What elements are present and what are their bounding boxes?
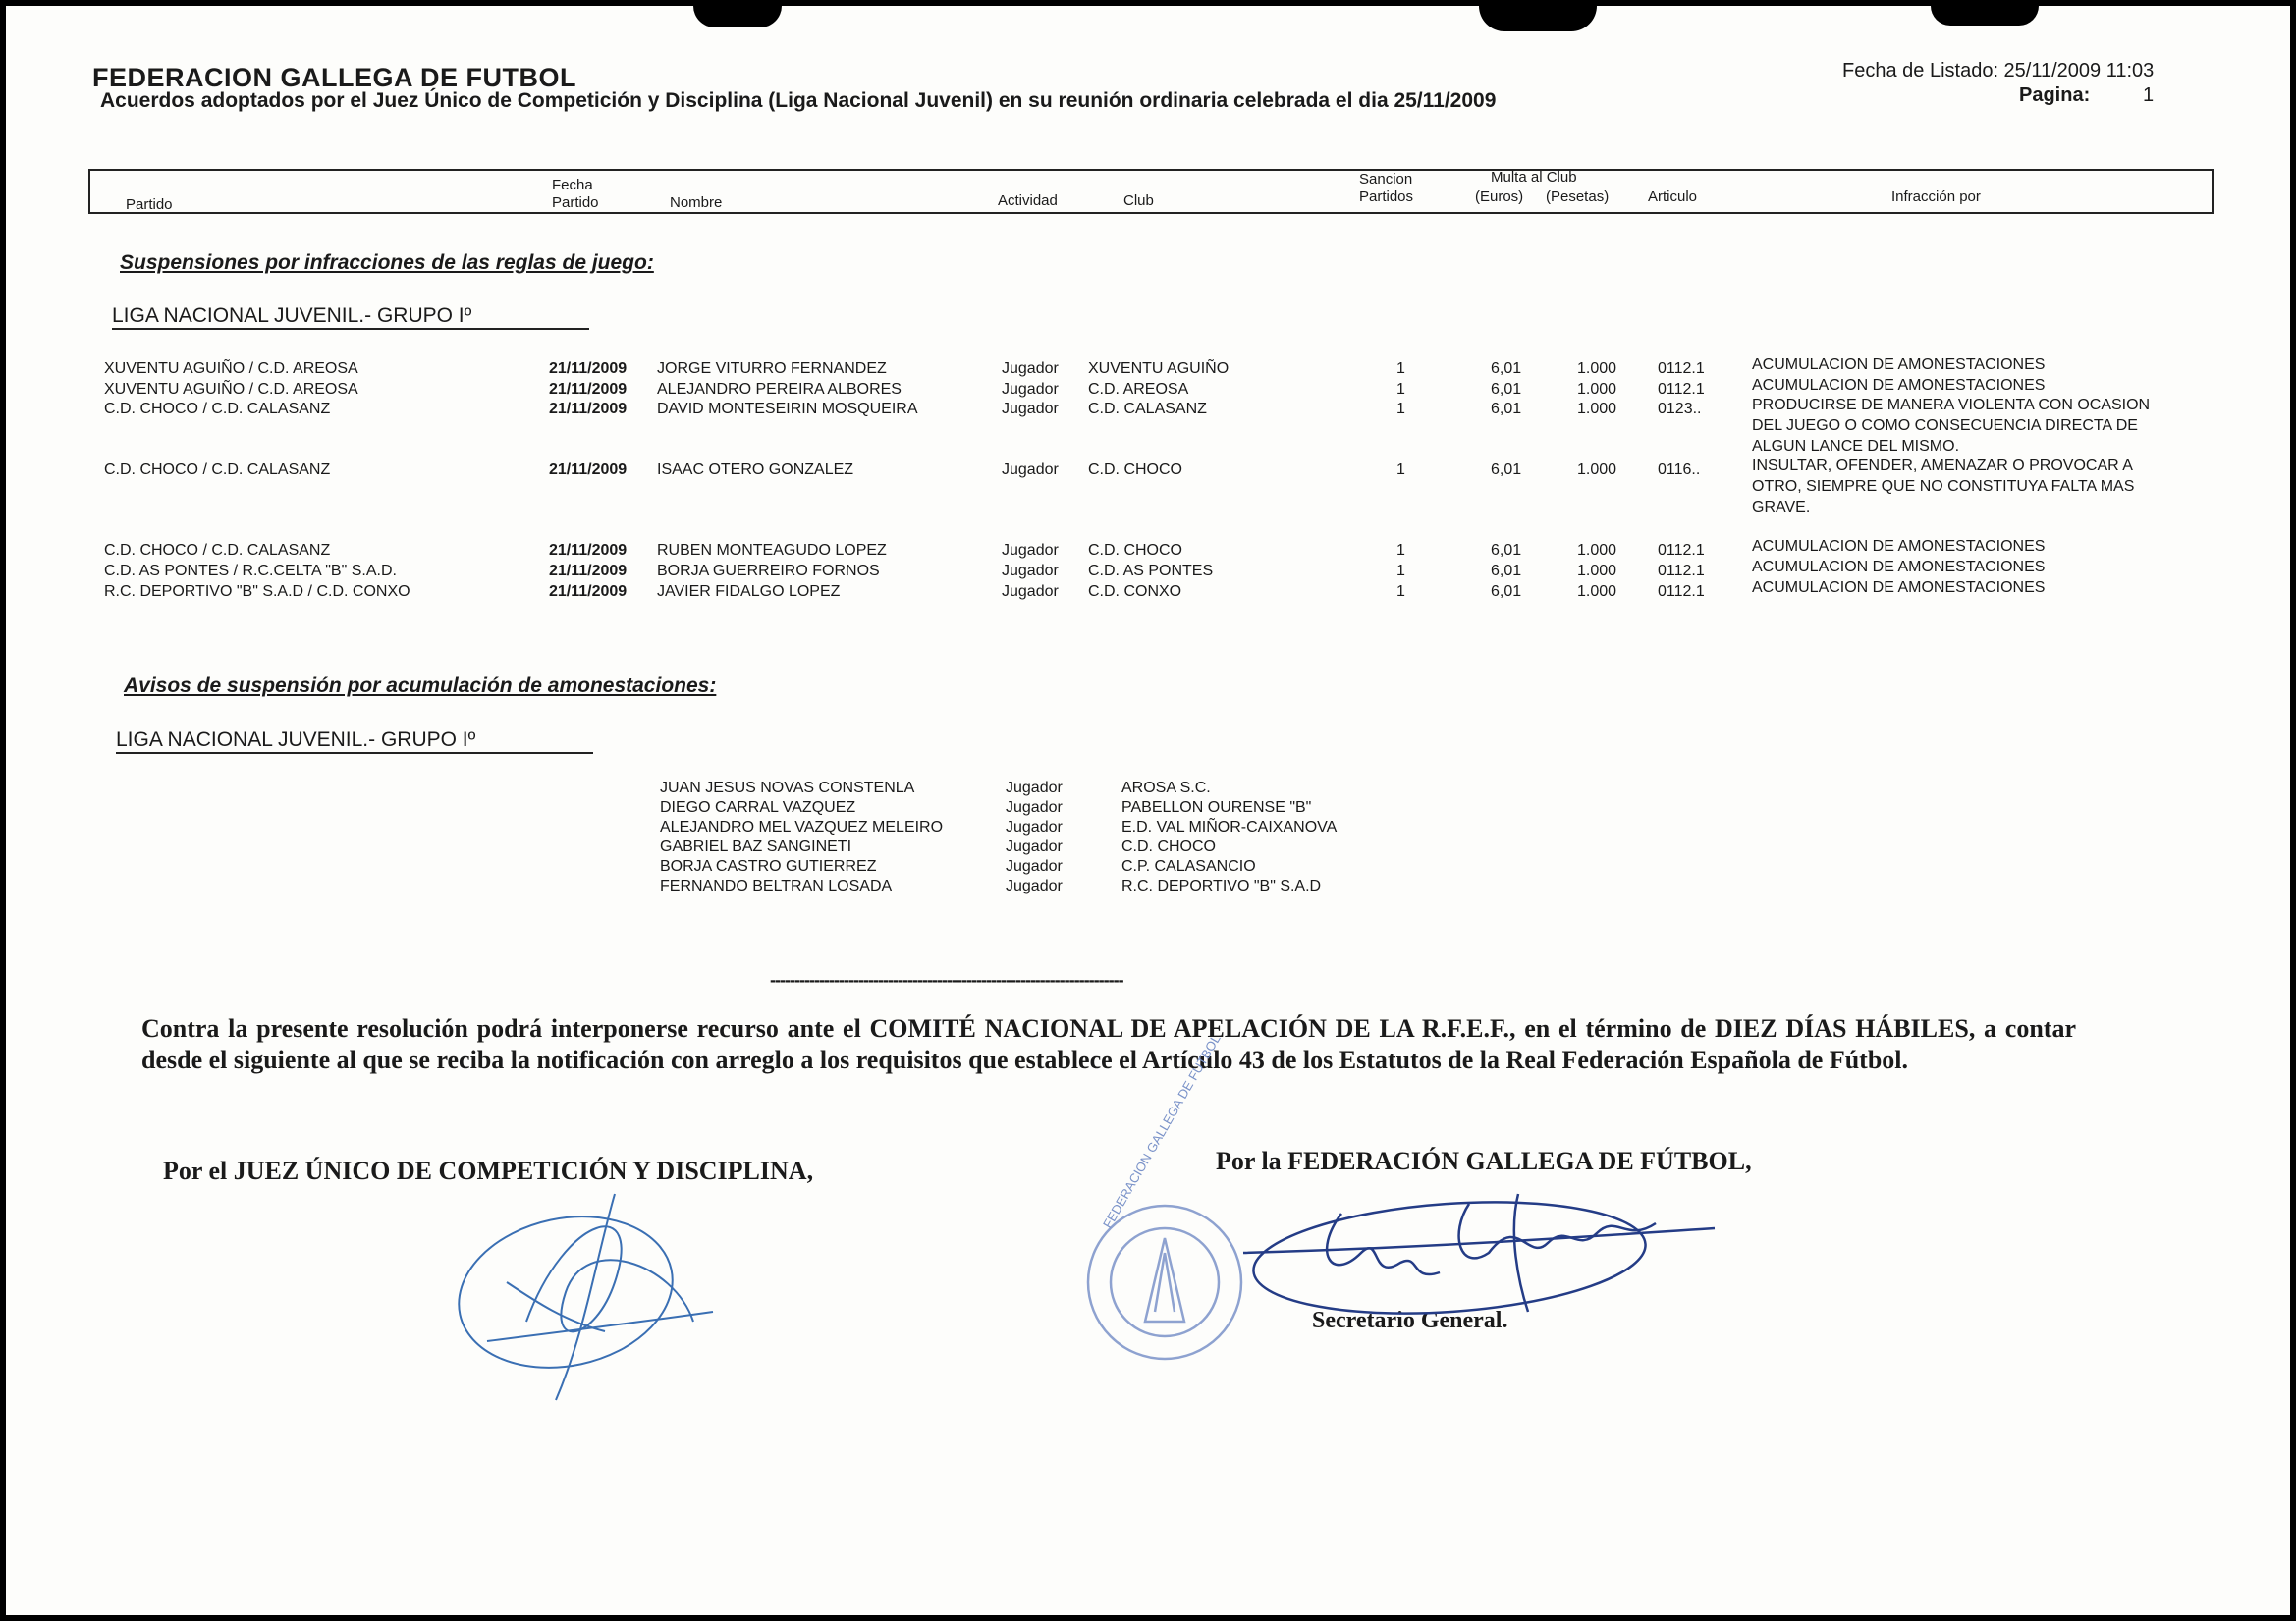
susp-articulo: 0112.1 (1658, 381, 1705, 398)
susp-club: XUVENTU AGUIÑO (1088, 360, 1230, 377)
susp-club: C.D. AS PONTES (1088, 563, 1214, 579)
appeal-notice: Contra la presente resolución podrá interponerse recurso ante el COMITÉ NACIONAL DE APELACIÓN DE LA R.F.E.F., en el término de DIEZ DÍAS HÁBILES, a contar desde el siguiente al que se reciba la notificación con arreglo a los requisitos que establece el Artículo 43 de los Estatutos de la Real Federación Española de Fútbol. (141, 1014, 2076, 1074)
col-euros: (Euros) (1475, 189, 1524, 205)
warn-actividad: Jugador (1006, 780, 1063, 796)
susp-sancion: 1 (1396, 401, 1405, 417)
warn-actividad: Jugador (1006, 819, 1063, 836)
scan-notch (1479, 6, 1597, 31)
col-actividad: Actividad (998, 192, 1058, 209)
susp-pesetas: 1.000 (1577, 542, 1617, 559)
warn-club: PABELLON OURENSE "B" (1121, 799, 1312, 816)
col-club: Club (1123, 192, 1154, 209)
dashed-separator: ------------------------------------------------------------------------ (770, 970, 1123, 990)
susp-infraccion: ACUMULACION DE AMONESTACIONES (1752, 356, 2046, 373)
susp-infraccion: ACUMULACION DE AMONESTACIONES (1752, 579, 2046, 596)
document-subtitle: Acuerdos adoptados por el Juez Único de Competición y Disciplina (Liga Nacional Juvenil) en su reunión ordinaria celebrada el dia 25/11/2009 (100, 89, 1497, 112)
listing-date: Fecha de Listado: 25/11/2009 11:03 (1842, 60, 2155, 81)
secretary-caption: Secretario General. (1312, 1308, 1508, 1333)
susp-sancion: 1 (1396, 360, 1405, 377)
susp-actividad: Jugador (1002, 401, 1059, 417)
susp-fecha: 21/11/2009 (549, 563, 628, 579)
judge-signature (448, 1174, 742, 1410)
col-partido: Partido (126, 196, 173, 213)
susp-sancion: 1 (1396, 381, 1405, 398)
susp-pesetas: 1.000 (1577, 401, 1617, 417)
group-underline (116, 752, 593, 754)
susp-fecha: 21/11/2009 (549, 360, 628, 377)
susp-fecha: 21/11/2009 (549, 401, 628, 417)
susp-euros: 6,01 (1491, 381, 1522, 398)
susp-partido: XUVENTU AGUIÑO / C.D. AREOSA (104, 360, 358, 377)
stamp-text: FEDERACION GALLEGA DE FUTBOL (1100, 1031, 1224, 1231)
col-infraccion: Infracción por (1891, 189, 1981, 205)
suspensions-section-title: Suspensiones por infracciones de las reglas de juego: (120, 251, 654, 274)
susp-nombre: ISAAC OTERO GONZALEZ (657, 461, 854, 478)
susp-infraccion: ACUMULACION DE AMONESTACIONES (1752, 559, 2046, 575)
susp-nombre: RUBEN MONTEAGUDO LOPEZ (657, 542, 887, 559)
susp-pesetas: 1.000 (1577, 461, 1617, 478)
warn-nombre: FERNANDO BELTRAN LOSADA (660, 878, 893, 894)
warn-nombre: BORJA CASTRO GUTIERREZ (660, 858, 877, 875)
susp-nombre: BORJA GUERREIRO FORNOS (657, 563, 880, 579)
susp-euros: 6,01 (1491, 583, 1522, 600)
page-number: 1 (2143, 84, 2155, 106)
warn-actividad: Jugador (1006, 799, 1063, 816)
susp-nombre: ALEJANDRO PEREIRA ALBORES (657, 381, 902, 398)
susp-articulo: 0116.. (1658, 461, 1701, 478)
susp-fecha: 21/11/2009 (549, 542, 628, 559)
susp-partido: C.D. CHOCO / C.D. CALASANZ (104, 542, 331, 559)
col-multa: Multa al Club (1491, 169, 1577, 186)
susp-nombre: DAVID MONTESEIRIN MOSQUEIRA (657, 401, 918, 417)
susp-actividad: Jugador (1002, 542, 1059, 559)
susp-club: C.D. CALASANZ (1088, 401, 1207, 417)
susp-articulo: 0112.1 (1658, 542, 1705, 559)
susp-fecha: 21/11/2009 (549, 381, 628, 398)
warn-club: AROSA S.C. (1121, 780, 1211, 796)
susp-club: C.D. CONXO (1088, 583, 1182, 600)
susp-pesetas: 1.000 (1577, 360, 1617, 377)
susp-euros: 6,01 (1491, 563, 1522, 579)
warn-nombre: DIEGO CARRAL VAZQUEZ (660, 799, 856, 816)
secretary-signature (1224, 1174, 1734, 1331)
susp-actividad: Jugador (1002, 563, 1059, 579)
warn-nombre: ALEJANDRO MEL VAZQUEZ MELEIRO (660, 819, 944, 836)
susp-actividad: Jugador (1002, 360, 1059, 377)
susp-actividad: Jugador (1002, 381, 1059, 398)
warn-club: C.P. CALASANCIO (1121, 858, 1256, 875)
scan-notch (1931, 6, 2039, 26)
suspensions-group-title: LIGA NACIONAL JUVENIL.- GRUPO Iº (112, 304, 472, 327)
susp-articulo: 0112.1 (1658, 583, 1705, 600)
group-underline (112, 328, 589, 330)
susp-partido: C.D. CHOCO / C.D. CALASANZ (104, 461, 331, 478)
warn-club: E.D. VAL MIÑOR-CAIXANOVA (1121, 819, 1338, 836)
col-nombre: Nombre (670, 194, 723, 211)
page-label: Pagina: (2019, 84, 2091, 106)
warnings-section-title: Avisos de suspensión por acumulación de amonestaciones: (124, 675, 717, 697)
susp-infraccion: INSULTAR, OFENDER, AMENAZAR O PROVOCAR A OTRO, SIEMPRE QUE NO CONSTITUYA FALTA MAS GRAVE. (1752, 458, 2135, 515)
susp-sancion: 1 (1396, 542, 1405, 559)
susp-pesetas: 1.000 (1577, 381, 1617, 398)
scan-notch (693, 6, 782, 27)
susp-actividad: Jugador (1002, 461, 1059, 478)
warn-actividad: Jugador (1006, 838, 1063, 855)
susp-club: C.D. CHOCO (1088, 542, 1182, 559)
susp-pesetas: 1.000 (1577, 563, 1617, 579)
susp-euros: 6,01 (1491, 461, 1522, 478)
susp-nombre: JAVIER FIDALGO LOPEZ (657, 583, 841, 600)
susp-articulo: 0123.. (1658, 401, 1702, 417)
susp-partido: C.D. AS PONTES / R.C.CELTA "B" S.A.D. (104, 563, 397, 579)
col-pesetas: (Pesetas) (1546, 189, 1610, 205)
left-signature-caption: Por el JUEZ ÚNICO DE COMPETICIÓN Y DISCIPLINA, (163, 1157, 814, 1185)
col-fecha-1: Fecha (552, 177, 593, 193)
susp-fecha: 21/11/2009 (549, 461, 628, 478)
susp-euros: 6,01 (1491, 401, 1522, 417)
susp-articulo: 0112.1 (1658, 360, 1705, 377)
right-signature-caption: Por la FEDERACIÓN GALLEGA DE FÚTBOL, (1216, 1147, 1752, 1175)
col-articulo: Articulo (1648, 189, 1698, 205)
susp-articulo: 0112.1 (1658, 563, 1705, 579)
warn-nombre: GABRIEL BAZ SANGINETI (660, 838, 852, 855)
col-fecha-2: Partido (552, 194, 599, 211)
warn-club: C.D. CHOCO (1121, 838, 1216, 855)
warn-nombre: JUAN JESUS NOVAS CONSTENLA (660, 780, 915, 796)
susp-infraccion: ACUMULACION DE AMONESTACIONES (1752, 377, 2046, 394)
susp-euros: 6,01 (1491, 360, 1522, 377)
document-page (6, 6, 2290, 1615)
col-sancion-1: Sancion (1359, 171, 1413, 188)
susp-partido: XUVENTU AGUIÑO / C.D. AREOSA (104, 381, 358, 398)
susp-fecha: 21/11/2009 (549, 583, 628, 600)
warnings-group-title: LIGA NACIONAL JUVENIL.- GRUPO Iº (116, 729, 476, 751)
susp-sancion: 1 (1396, 461, 1405, 478)
susp-pesetas: 1.000 (1577, 583, 1617, 600)
document-title: FEDERACION GALLEGA DE FUTBOL (92, 63, 576, 92)
susp-actividad: Jugador (1002, 583, 1059, 600)
warn-club: R.C. DEPORTIVO "B" S.A.D (1121, 878, 1322, 894)
susp-partido: R.C. DEPORTIVO "B" S.A.D / C.D. CONXO (104, 583, 410, 600)
susp-sancion: 1 (1396, 583, 1405, 600)
susp-infraccion: ACUMULACION DE AMONESTACIONES (1752, 538, 2046, 555)
susp-sancion: 1 (1396, 563, 1405, 579)
col-sancion-2: Partidos (1359, 189, 1414, 205)
susp-euros: 6,01 (1491, 542, 1522, 559)
susp-nombre: JORGE VITURRO FERNANDEZ (657, 360, 887, 377)
susp-infraccion: PRODUCIRSE DE MANERA VIOLENTA CON OCASION DEL JUEGO O COMO CONSECUENCIA DIRECTA DE ALGUN LANCE DEL MISMO. (1752, 397, 2151, 455)
susp-partido: C.D. CHOCO / C.D. CALASANZ (104, 401, 331, 417)
susp-club: C.D. CHOCO (1088, 461, 1182, 478)
warn-actividad: Jugador (1006, 878, 1063, 894)
susp-club: C.D. AREOSA (1088, 381, 1189, 398)
warn-actividad: Jugador (1006, 858, 1063, 875)
